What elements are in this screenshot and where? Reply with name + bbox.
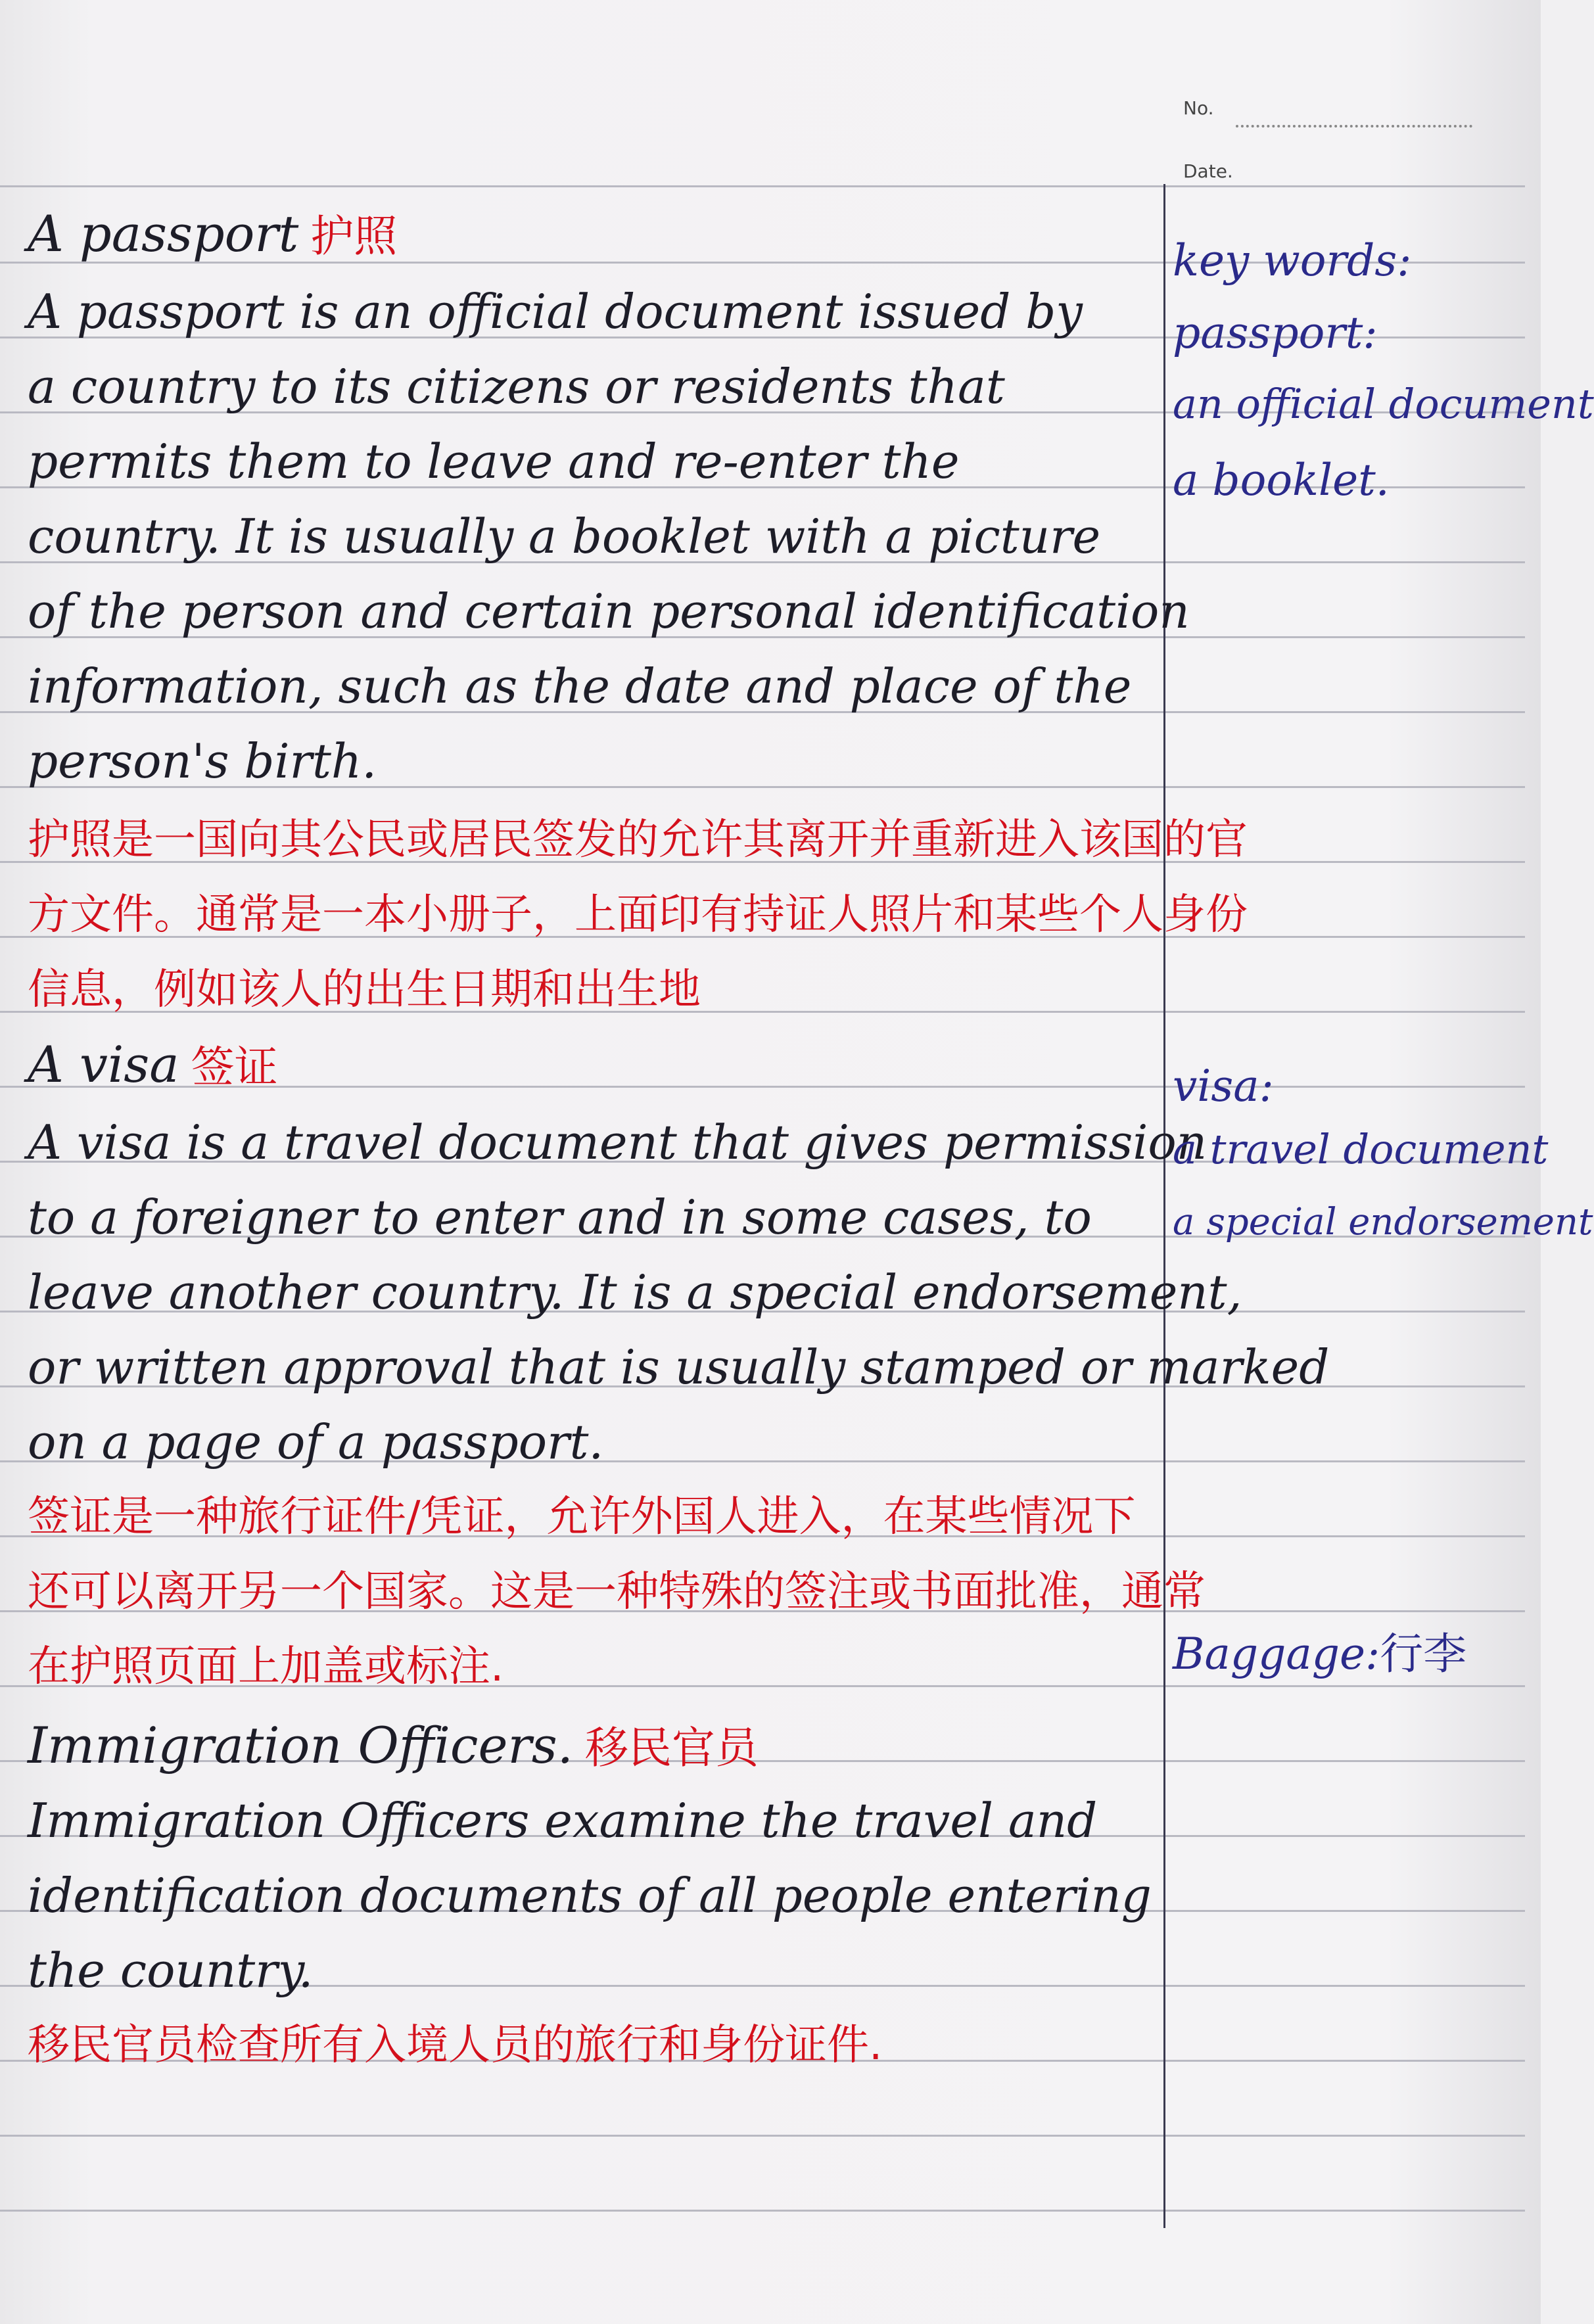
- passport-translation-line: 信息，例如该人的出生日期和出生地: [28, 965, 701, 1014]
- immigration-title-en: Immigration Officers.: [28, 1716, 573, 1775]
- margin-divider-line: [1163, 184, 1165, 2228]
- immigration-translation-line: 移民官员检查所有入境人员的旅行和身份证件.: [28, 2021, 883, 2070]
- immigration-line: the country.: [28, 1943, 314, 1998]
- keyword-passport-item: a booklet.: [1173, 455, 1390, 505]
- keyword-passport: passport:: [1173, 308, 1378, 358]
- date-label: Date.: [1183, 160, 1233, 182]
- passport-title: [28, 204, 398, 263]
- immigration-title-cn: 移民官员: [584, 1723, 759, 1773]
- passport-line: A passport is an official document issued by: [28, 284, 1083, 339]
- keyword-baggage-en: Baggage:: [1173, 1629, 1380, 1679]
- keyword-visa: visa:: [1173, 1061, 1274, 1111]
- immigration-line: Immigration Officers examine the travel and: [28, 1793, 1098, 1848]
- visa-translation-line: 签证是一种旅行证件/凭证，允许外国人进入，在某些情况下: [28, 1493, 1136, 1541]
- keyword-baggage: [1173, 1629, 1467, 1679]
- visa-title-cn: 签证: [191, 1042, 278, 1092]
- passport-line: country. It is usually a booklet with a picture: [28, 509, 1101, 564]
- visa-translation-line: 还可以离开另一个国家。这是一种特殊的签注或书面批准，通常: [28, 1568, 1206, 1616]
- keyword-visa-item: a travel document: [1173, 1125, 1549, 1173]
- passport-line: information, such as the date and place of the: [28, 659, 1132, 714]
- visa-line: leave another country. It is a special endorsement,: [28, 1265, 1242, 1320]
- keyword-baggage-cn: 行李: [1380, 1629, 1467, 1679]
- visa-line: or written approval that is usually stamped or marked: [28, 1339, 1330, 1395]
- passport-line: permits them to leave and re-enter the: [28, 434, 960, 489]
- no-label: No.: [1183, 97, 1214, 119]
- passport-line: of the person and certain personal identification: [28, 584, 1190, 639]
- passport-translation-line: 护照是一国向其公民或居民签发的允许其离开并重新进入该国的官: [28, 816, 1248, 864]
- keywords-heading: key words:: [1173, 235, 1412, 286]
- passport-line: a country to its citizens or residents that: [28, 359, 1005, 414]
- immigration-title: [28, 1716, 759, 1775]
- visa-translation-line: 在护照页面上加盖或标注.: [28, 1642, 504, 1691]
- visa-line: on a page of a passport.: [28, 1414, 604, 1470]
- visa-line: to a foreigner to enter and in some cases, to: [28, 1190, 1092, 1245]
- passport-translation-line: 方文件。通常是一本小册子，上面印有持证人照片和某些个人身份: [28, 891, 1248, 939]
- keyword-passport-item: an official document: [1173, 380, 1594, 428]
- passport-title-cn: 护照: [310, 211, 398, 262]
- visa-title: [28, 1035, 278, 1094]
- visa-line: A visa is a travel document that gives permission: [28, 1115, 1207, 1170]
- no-dotted-line: [1236, 125, 1472, 128]
- keyword-visa-item: a special endorsement: [1173, 1201, 1593, 1243]
- passport-line: person's birth.: [28, 733, 377, 789]
- immigration-line: identification documents of all people entering: [28, 1868, 1152, 1923]
- passport-title-en: A passport: [28, 204, 299, 263]
- visa-title-en: A visa: [28, 1035, 179, 1094]
